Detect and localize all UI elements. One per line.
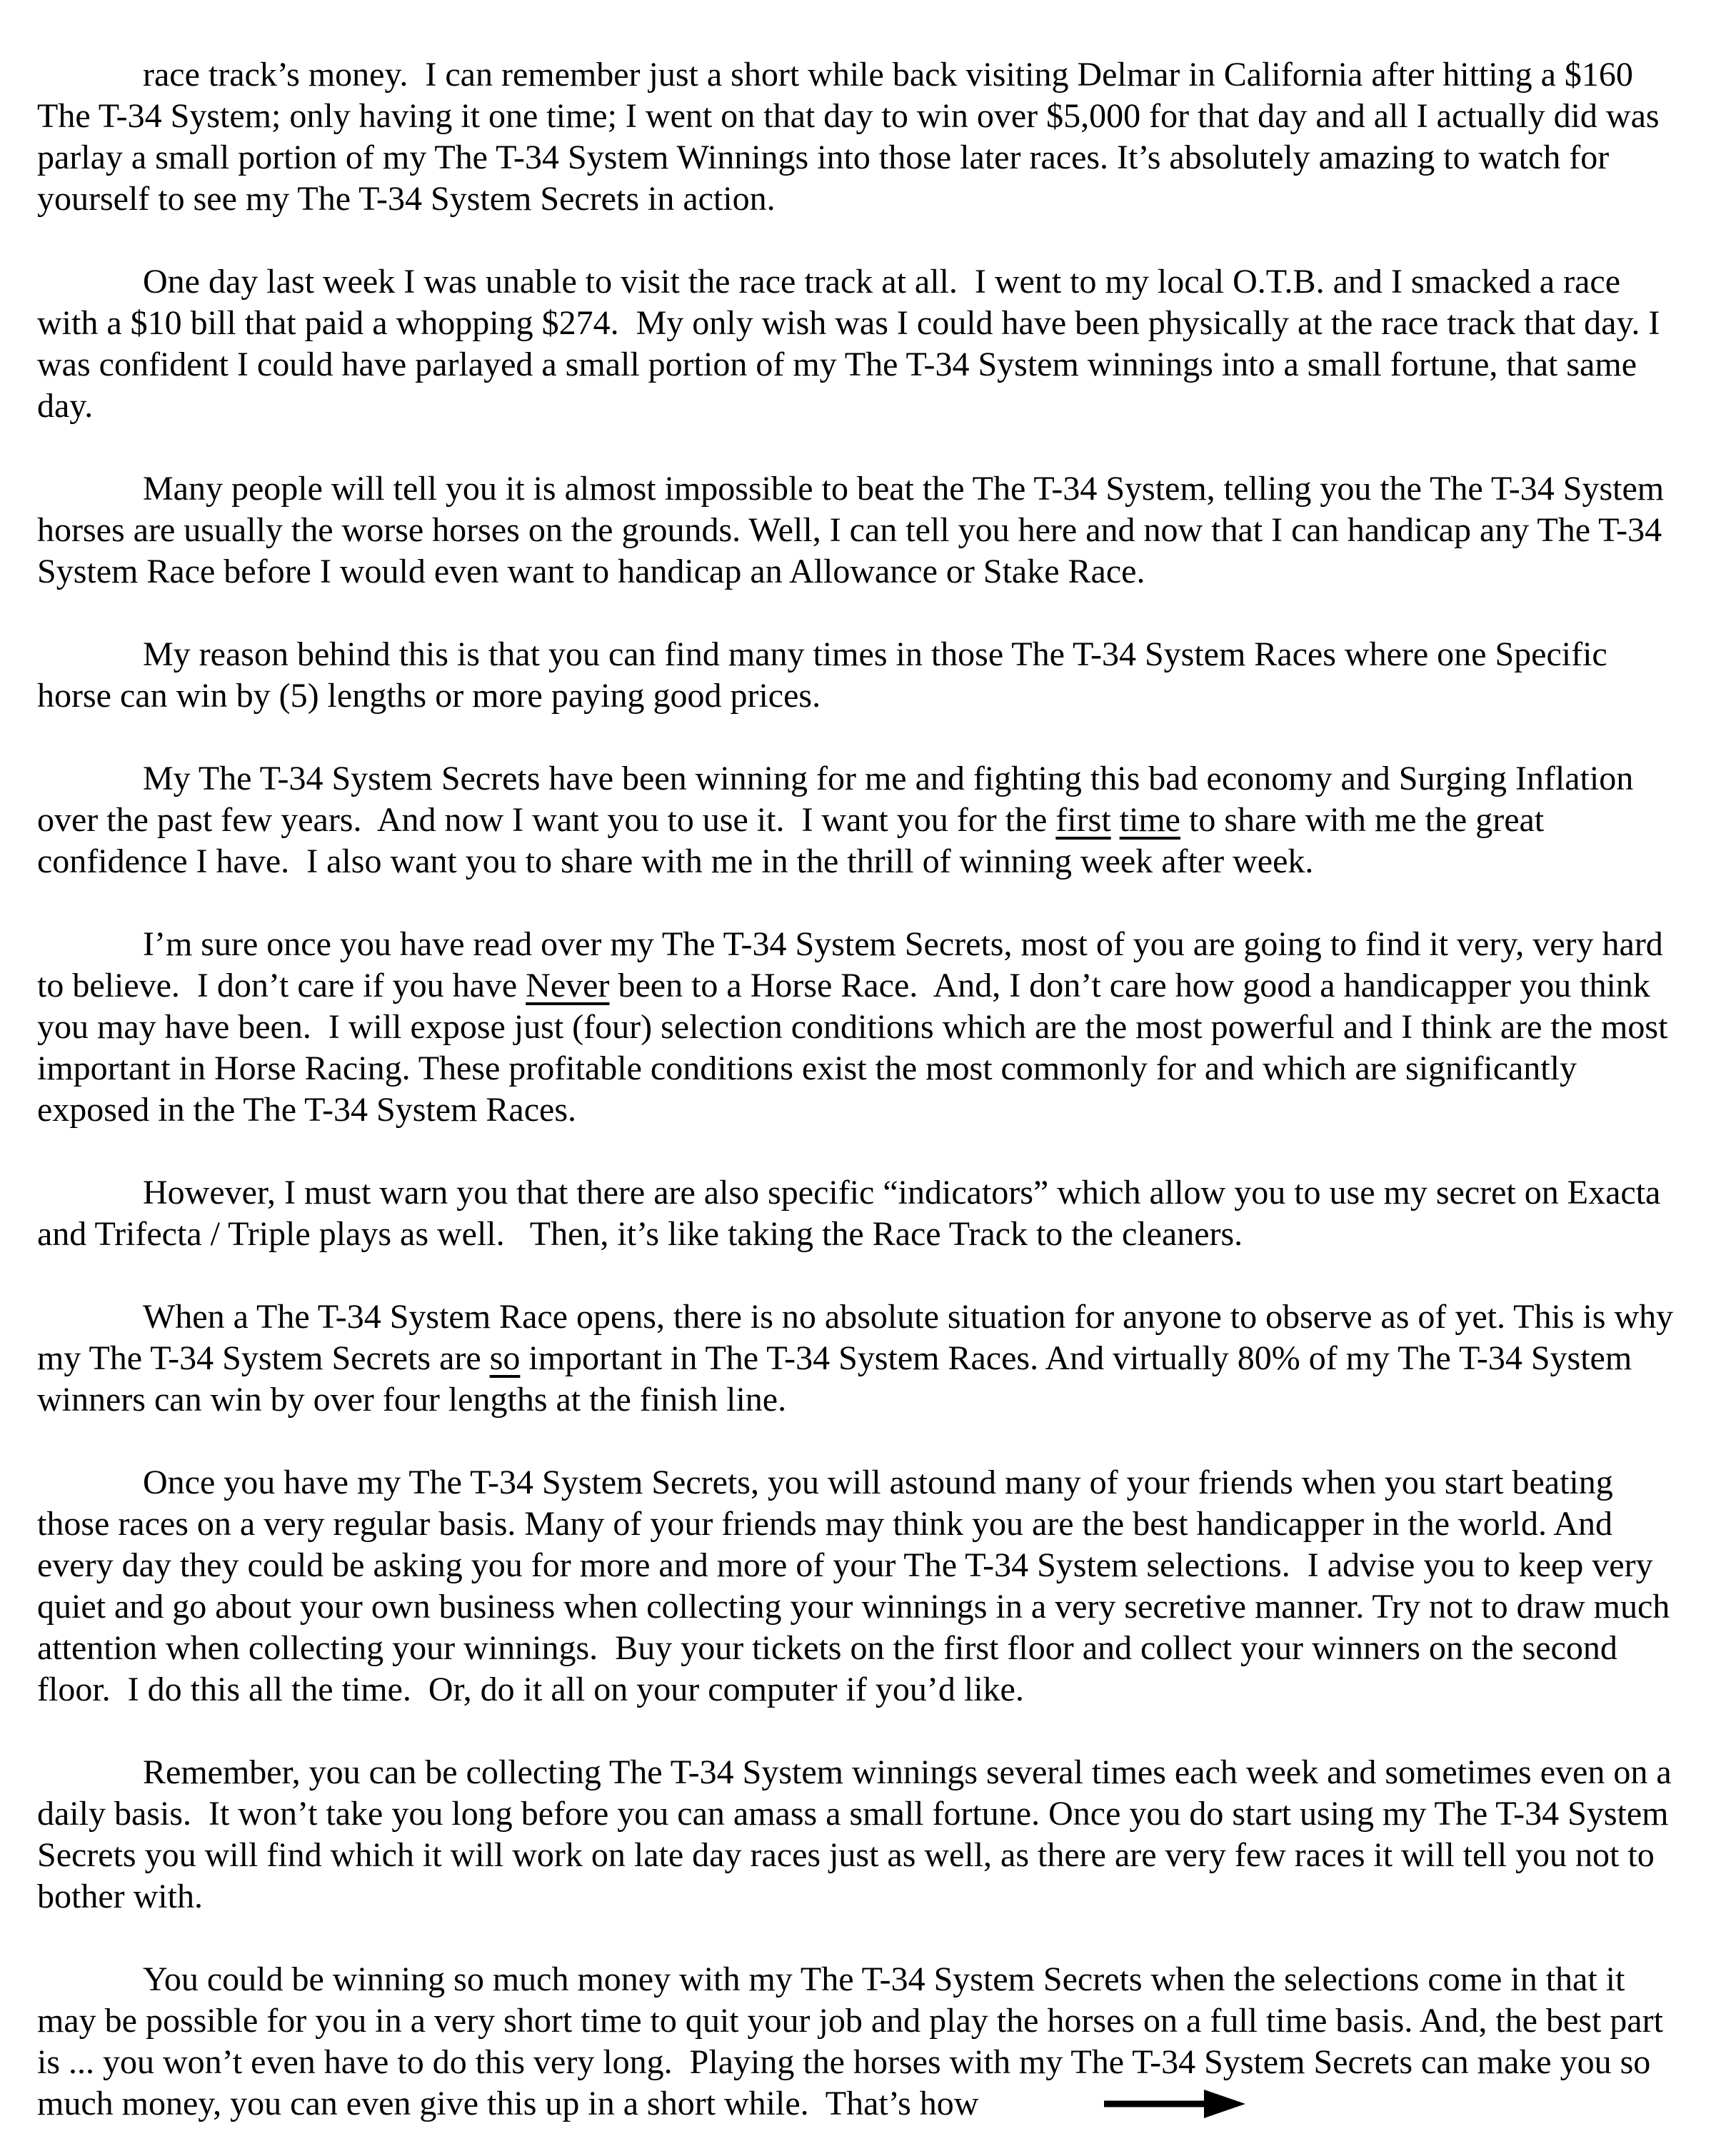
paragraph <box>37 634 1689 717</box>
text-run: to share with me the great confidence I have. I also want you to share with me in the thrill of winning week after week. <box>37 801 1553 880</box>
paragraph <box>37 924 1689 1131</box>
text-run: My The T-34 System Secrets have been winning for me and fighting this bad economy and Surging Inflation over the past few years. And now I want you to use it. I want you for the <box>37 760 1642 839</box>
underlined-text: Never <box>526 967 610 1004</box>
text-run: One day last week I was unable to visit the race track at all. I went to my local O.T.B. and I smacked a race with a $10 bill that paid a whopping $274. My only wish was I could have been physically at the race track that day. I was confident I could have parlayed a small portion of my The T-34 System winnings into a small fortune, that same day. <box>37 263 1669 425</box>
paragraph <box>37 1462 1689 1711</box>
long-right-arrow-icon <box>995 2087 1248 2120</box>
text-run: I’m sure once you have read over my The T-34 System Secrets, most of you are going to find it very, very hard to believe. I don’t care if you have <box>37 925 1672 1004</box>
underlined-text: time <box>1119 801 1180 839</box>
text-run: important in The T-34 System Races. And virtually 80% of my The T-34 System winners can win by over four lengths at the finish line. <box>37 1339 1641 1419</box>
text-run: You could be winning so much money with my The T-34 System Secrets when the selections come in that it may be possible for you in a very short time to quit your job and play the horses on a full time basis. And, the best part is ... you won’t even have to do this very long. Playing the horses with my The T-34 System Secrets can make you so much money, you can even give this up in a short while. That’s how <box>37 1960 1672 2122</box>
text-run: When a The T-34 System Race opens, there is no absolute situation for anyone to observe as of yet. This is why my The T-34 System Secrets are <box>37 1298 1682 1377</box>
text-run: Once you have my The T-34 System Secrets, you will astound many of your friends when you start beating those races on a very regular basis. Many of your friends may think you are the best handicapper in the world. And every day they could be asking you for more and more of your The T-34 System selections. I advise you to keep very quiet and go about your own business when collecting your winnings in a very secretive manner. Try not to draw much attention when collecting your winnings. Buy your tickets on the first floor and collect your winners on the second floor. I do this all the time. Or, do it all on your computer if you’d like. <box>37 1464 1679 1708</box>
paragraph <box>37 1172 1689 1255</box>
underlined-text: so <box>489 1339 521 1377</box>
paragraph <box>37 468 1689 593</box>
underlined-text: first <box>1055 801 1111 839</box>
text-run: However, I must warn you that there are also specific “indicators” which allow you to use my secret on Exacta and Trifecta / Triple plays as well. Then, it’s like taking the Race Track to the cleaners. <box>37 1174 1670 1253</box>
paragraph <box>37 1959 1689 2125</box>
paragraph <box>37 261 1689 427</box>
paragraph <box>37 1752 1689 1918</box>
text-run: My reason behind this is that you can find many times in those The T-34 System Races where one Specific horse can win by (5) lengths or more paying good prices. <box>37 635 1616 715</box>
text-run: been to a Horse Race. And, I don’t care how good a handicapper you think you may have been. I will expose just (four) selection conditions which are the most powerful and I think are the most important in Horse Racing. These profitable conditions exist the most commonly for and which are significantly exposed in the The T-34 System Races. <box>37 967 1677 1129</box>
text-run: Many people will tell you it is almost impossible to beat the The T-34 System, telling you the The T-34 System horses are usually the worse horses on the grounds. Well, I can tell you here and now that I can handicap any The T-34 System Race before I would even want to handicap an Allowance or Stake Race. <box>37 470 1673 590</box>
paragraph <box>37 1296 1689 1421</box>
paragraph <box>37 54 1689 220</box>
text-run: Remember, you can be collecting The T-34 System winnings several times each week and sometimes even on a daily basis. It won’t take you long before you can amass a small fortune. Once you do start using my The T-34 System Secrets you will find which it will work on late day races just as well, as there are very few races it will tell you not to bother with. <box>37 1753 1680 1915</box>
text-run <box>1111 801 1120 839</box>
text-run: race track’s money. I can remember just a short while back visiting Delmar in California after hitting a $160 The T-34 System; only having it one time; I went on that day to win over $5,000 for that day and all I actually did was parlay a small portion of my The T-34 System Winnings into those later races. It’s absolutely amazing to watch for yourself to see my The T-34 System Secrets in action. <box>37 56 1668 218</box>
paragraph <box>37 758 1689 882</box>
